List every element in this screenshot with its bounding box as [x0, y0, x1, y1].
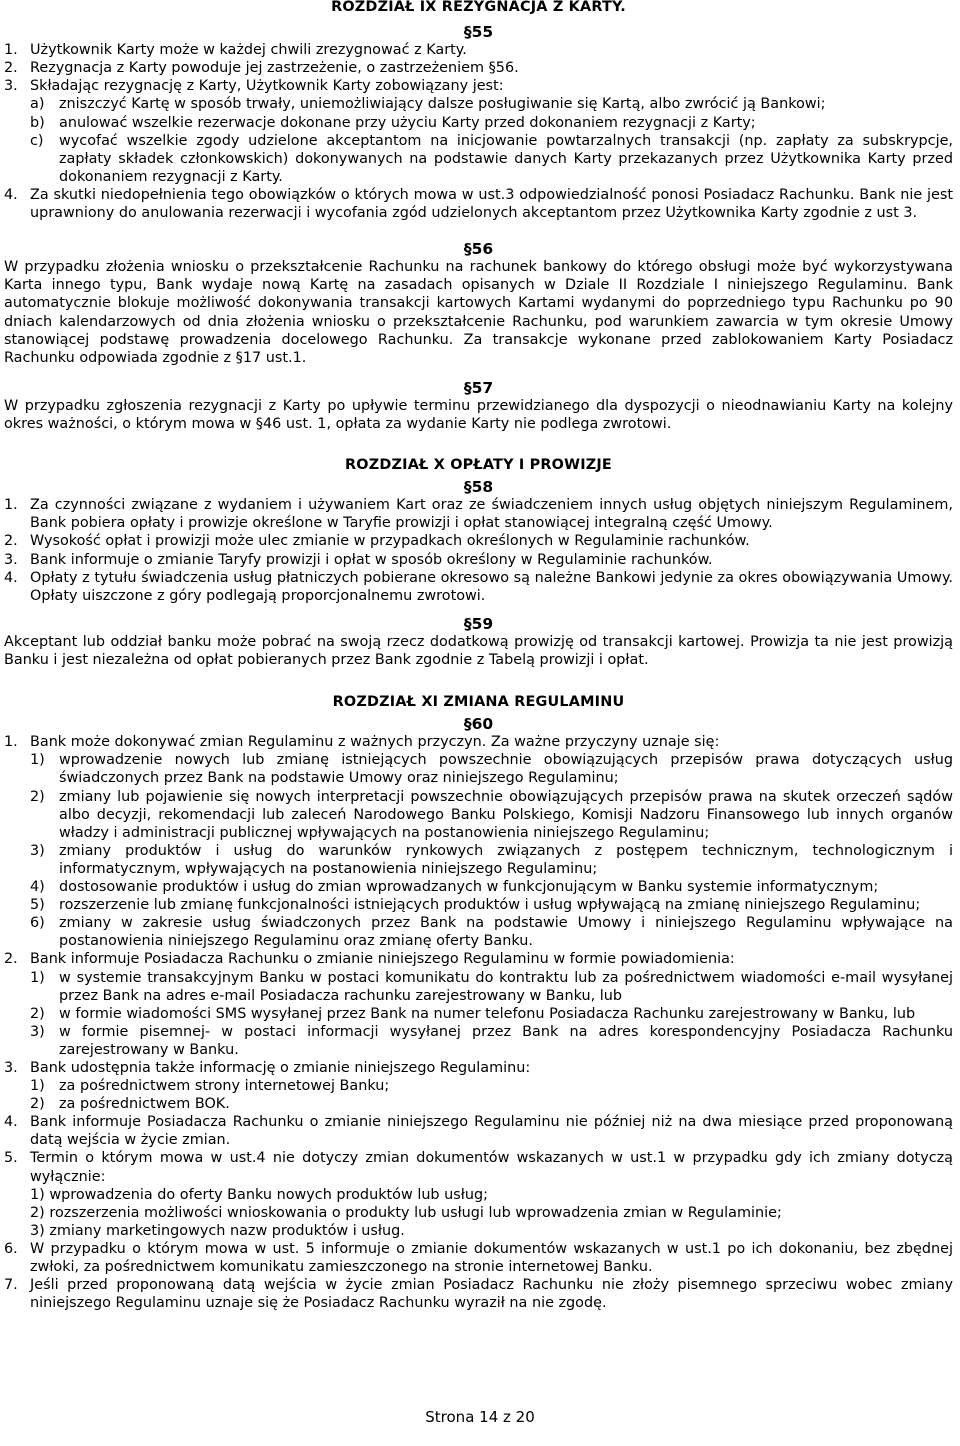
list-item: 3) zmiany marketingowych nazw produktów i usług. [30, 1222, 405, 1239]
list-item [30, 751, 953, 787]
item-text: zmiany lub pojawienie się nowych interpretacji powszechnie obowiązujących przepisów prawa na skutek orzeczeń sądów albo decyzji, rekomendacji lub zaleceń Narodowego Banku Polskiego, Komisji Nadzoru Finansowego lub innych organów władzy i administracji publicznej wpływających na postanowienia niniejszego Regulaminu; [59, 788, 953, 841]
item-text: zmiany w zakresie usług świadczonych przez Bank na podstawie Umowy i niniejszego Regulaminu wpływające na postanowienia niniejszego Regulaminu oraz zmianę oferty Banku. [59, 915, 953, 950]
section-57-paragraph: W przypadku zgłoszenia rezygnacji z Karty po upływie terminu przewidzianego dla dyspozycji o nieodnawianiu Karty na kolejny okres ważności, o którym mowa w §46 ust. 1, opłata za wydanie Karty nie podlega zwrotowi. [4, 397, 953, 432]
sublist [4, 1077, 953, 1113]
item-letter: a) [30, 96, 45, 113]
list-item [30, 114, 953, 132]
list-item [4, 1276, 953, 1312]
item-text: zniszczyć Kartę w sposób trwały, uniemożliwiający dalsze posługiwanie się Kartą, albo zwrócić ją Bankowi; [59, 96, 826, 113]
item-text: w systemie transakcyjnym Banku w postaci komunikatu do kontraktu lub za pośrednictwem wiadomości e-mail wysyłanej przez Bank na adres e-mail Posiadacza rachunku zarejestrowany w Banku, lub [59, 969, 953, 1004]
item-number: 1. [4, 734, 18, 751]
item-letter: c) [30, 132, 44, 149]
item-text: rozszerzenie lub zmianę funkcjonalności istniejących produktów i usług wpływającą na zmianę niniejszego Regulaminu; [59, 897, 921, 914]
item-number: 6) [30, 915, 45, 932]
list-item [4, 496, 953, 532]
item-number: 4. [4, 186, 18, 203]
item-number: 2. [4, 60, 18, 77]
section-55-mark: §55 [463, 23, 494, 42]
list-item [4, 41, 953, 59]
chapter-10-title: ROZDZIAŁ X OPŁATY I PROWIZJE [345, 457, 612, 474]
list-item [30, 878, 953, 896]
item-number: 5. [4, 1150, 18, 1167]
list-item [4, 186, 953, 222]
list-item: 1) wprowadzenia do oferty Banku nowych produktów lub usług; [30, 1186, 488, 1203]
sublist [4, 969, 953, 1059]
chapter-9-title: ROZDZIAŁ IX REZYGNACJA Z KARTY. [331, 0, 626, 15]
item-number: 1) [30, 969, 45, 986]
sublist [4, 1186, 953, 1240]
page-number: Strona 14 z 20 [425, 1408, 535, 1426]
item-number: 3. [4, 78, 18, 95]
item-text: Jeśli przed proponowaną datą wejścia w życie zmian Posiadacz Rachunku nie złoży pisemnego sprzeciwu wobec zmiany niniejszego Regulaminu uznaje się że Posiadacz Rachunku wyraził na nie zgodę. [30, 1277, 953, 1312]
item-number: 1. [4, 42, 18, 59]
item-text: Bank informuje Posiadacza Rachunku o zmianie niniejszego Regulaminu nie później niż na dwa miesiące przed proponowaną datą wejścia w życie zmian. [30, 1114, 953, 1149]
section-59-paragraph: Akceptant lub oddział banku może pobrać na swoją rzecz dodatkową prowizję od transakcji kartowej. Prowizja ta nie jest prowizją Banku i jest niezależna od opłat pobieranych przez Bank zgodnie z Tabelą prowizji i opłat. [4, 633, 953, 668]
item-number: 1) [30, 752, 45, 769]
list-item [30, 132, 953, 186]
item-text: Termin o którym mowa w ust.4 nie dotyczy zmian dokumentów wskazanych w ust.1 w przypadku gdy ich zmiany dotyczą wyłącznie: [30, 1150, 953, 1185]
item-text: w formie pisemnej- w postaci informacji wysyłanej przez Bank na adres korespondencyjny Posiadacza Rachunku zarejestrowany w Banku. [59, 1023, 953, 1058]
list-item [30, 788, 953, 842]
section-59-mark: §59 [463, 614, 494, 633]
item-text: Składając rezygnację z Karty, Użytkownik Karty zobowiązany jest: [30, 78, 504, 95]
item-number: 7. [4, 1277, 18, 1294]
list-item [4, 77, 953, 95]
list-item [30, 1077, 953, 1095]
list-item [30, 842, 953, 878]
chapter-11-title: ROZDZIAŁ XI ZMIANA REGULAMINU [332, 694, 625, 711]
item-text: W przypadku o którym mowa w ust. 5 informuje o zmianie dokumentów wskazanych w ust.1 po ich dokonaniu, bez zbędnej zwłoki, za pośrednictwem komunikatu zamieszczonego na stronie internetowej Banku. [30, 1240, 953, 1275]
list-item [30, 969, 953, 1005]
list-item [4, 59, 953, 77]
item-text: Bank informuje o zmianie Taryfy prowizji i opłat w sposób określony w Regulaminie rachunków. [30, 551, 713, 568]
item-number: 2) [30, 788, 45, 805]
item-text: Opłaty z tytułu świadczenia usług płatniczych pobierane okresowo są należne Bankowi jedynie za okres obowiązywania Umowy. Opłaty uiszczone z góry podlegają proporcjonalnemu zwrotowi. [30, 569, 953, 604]
list-item: 2) rozszerzenia możliwości wnioskowania o produkty lub usługi lub wprowadzenia zmian w Regulaminie; [30, 1204, 782, 1221]
section-58-mark: §58 [463, 478, 494, 497]
section-60-mark: §60 [463, 715, 494, 734]
item-number: 4. [4, 569, 18, 586]
list-item [4, 950, 953, 968]
list-item [4, 1240, 953, 1276]
item-number: 2. [4, 951, 18, 968]
sublist [4, 95, 953, 185]
list-item [30, 1095, 953, 1113]
list-item [4, 1113, 953, 1149]
item-number: 1) [30, 1078, 45, 1095]
section-56-paragraph: W przypadku złożenia wniosku o przekształcenie Rachunku na rachunek bankowy do którego obsługi może być wykorzystywana Karta innego typu, Bank wydaje nową Kartę na zasadach opisanych w Dziale II Rozdziale I niniejszego Regulaminu. Bank automatycznie blokuje możliwość dokonywania transakcji kartowych Kartami wydanymi do poprzedniego typu Rachunku po 90 dniach kalendarzowych od dnia złożenia wniosku o przekształcenie Rachunku, pod warunkiem zawarcia w tym okresie Umowy stanowiącej podstawę prowadzenia docelowego Rachunku. Za transakcje wykonane przed zablokowaniem Karty Posiadacz Rachunku odpowiada zgodnie z §17 ust.1. [4, 259, 953, 366]
list-item [4, 551, 953, 569]
list-item [4, 569, 953, 605]
item-number: 3) [30, 842, 45, 859]
item-text: Użytkownik Karty może w każdej chwili zrezygnować z Karty. [30, 42, 467, 59]
item-text: Za skutki niedopełnienia tego obowiązków o których mowa w ust.3 odpowiedzialność ponosi Posiadacz Rachunku. Bank nie jest uprawniony do anulowania rezerwacji i wycofania zgód udzielonych akceptantom przez Użytkownika Karty zgodnie z ust 3. [30, 186, 953, 222]
item-text: za pośrednictwem strony internetowej Banku; [59, 1078, 390, 1095]
list-item [4, 532, 953, 550]
item-text: zmiany produktów i usług do warunków rynkowych związanych z postępem technicznym, technologicznym i informatycznym, wpływających na postanowienia niniejszego Regulaminu; [59, 842, 953, 877]
item-number: 6. [4, 1240, 18, 1257]
list-item [30, 914, 953, 950]
sublist [4, 751, 953, 950]
item-text: dostosowanie produktów i usług do zmian wprowadzanych w funkcjonującym w Banku systemie informatycznym; [59, 879, 879, 896]
list-item [4, 1149, 953, 1185]
list-item [30, 95, 953, 113]
list-item [4, 733, 953, 751]
item-text: Wysokość opłat i prowizji może ulec zmianie w przypadkach określonych w Regulaminie rachunków. [30, 533, 750, 550]
section-57-mark: §57 [463, 378, 494, 397]
item-number: 3. [4, 1059, 18, 1076]
section-56-mark: §56 [463, 240, 494, 259]
item-number: 2. [4, 533, 18, 550]
item-number: 4) [30, 879, 45, 896]
item-number: 1. [4, 497, 18, 514]
item-text: wycofać wszelkie zgody udzielone akceptantom na inicjowanie powtarzalnych transakcji (np. zapłaty za subskrypcje, zapłaty składek członkowskich) dokonywanych na podstawie danych Karty przekazanych przez Użytkownika Karty przed dokonaniem rezygnacji z Karty. [59, 132, 953, 185]
item-text: Bank może dokonywać zmian Regulaminu z ważnych przyczyn. Za ważne przyczyny uznaje się: [30, 734, 720, 751]
item-number: 2) [30, 1005, 45, 1022]
item-text: za pośrednictwem BOK. [59, 1096, 230, 1113]
item-text: wprowadzenie nowych lub zmianę istniejących powszechnie obowiązujących przepisów prawa dotyczących usług świadczonych przez Bank na podstawie Umowy oraz niniejszego Regulaminu; [59, 752, 953, 787]
item-number: 2) [30, 1096, 45, 1113]
list-item [4, 1059, 953, 1077]
item-number: 4. [4, 1114, 18, 1131]
item-text: Bank informuje Posiadacza Rachunku o zmianie niniejszego Regulaminu w formie powiadomienia: [30, 951, 735, 968]
item-number: 3. [4, 551, 18, 568]
item-text: Bank udostępnia także informację o zmianie niniejszego Regulaminu: [30, 1059, 531, 1076]
item-number: 3) [30, 1023, 45, 1040]
item-letter: b) [30, 114, 45, 131]
item-text: w formie wiadomości SMS wysyłanej przez Bank na numer telefonu Posiadacza Rachunku zarejestrowany w Banku, lub [59, 1005, 916, 1022]
item-text: Rezygnacja z Karty powoduje jej zastrzeżenie, o zastrzeżeniem §56. [30, 60, 519, 77]
list-item [30, 1005, 953, 1023]
list-item [30, 896, 953, 914]
item-text: anulować wszelkie rezerwacje dokonane przy użyciu Karty przed dokonaniem rezygnacji z Karty; [59, 114, 756, 131]
item-text: Za czynności związane z wydaniem i używaniem Kart oraz ze świadczeniem innych usług objętych niniejszym Regulaminem, Bank pobiera opłaty i prowizje określone w Taryfie prowizji i opłat stanowiącej integralną część Umowy. [30, 497, 953, 532]
item-number: 5) [30, 897, 45, 914]
list-item [30, 1023, 953, 1059]
